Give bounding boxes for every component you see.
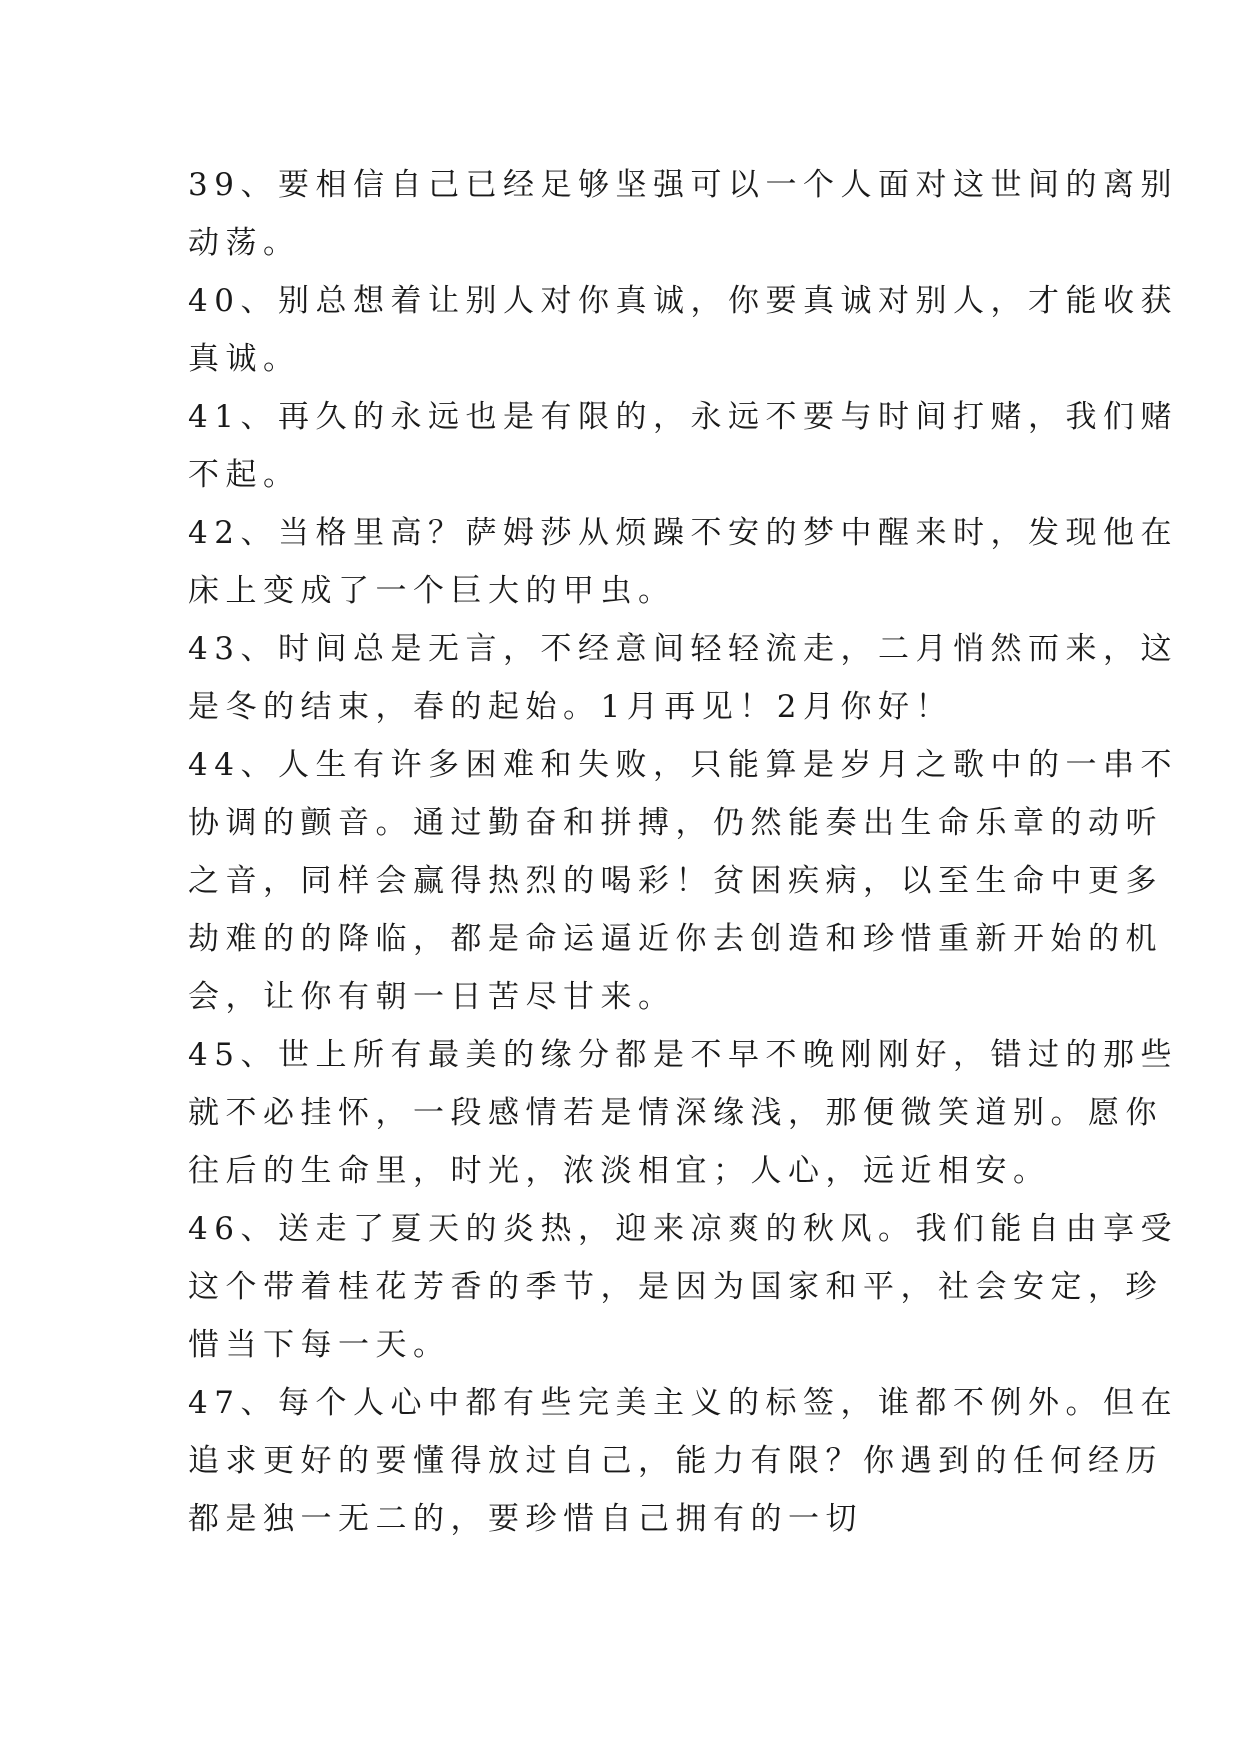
text-line: 39、要相信自己已经足够坚强可以一个人面对这世间的离别 [188, 167, 1178, 203]
text-line: 40、别总想着让别人对你真诚，你要真诚对别人，才能收获 [188, 283, 1178, 319]
text-line: 45、世上所有最美的缘分都是不早不晚刚刚好，错过的那些 [188, 1037, 1178, 1073]
text-line: 动荡。 [188, 225, 301, 261]
text-line: 追求更好的要懂得放过自己，能力有限？你遇到的任何经历 [188, 1443, 1163, 1479]
text-line: 46、送走了夏天的炎热，迎来凉爽的秋风。我们能自由享受 [188, 1211, 1178, 1247]
text-line: 41、再久的永远也是有限的，永远不要与时间打赌，我们赌 [188, 399, 1178, 435]
text-line: 这个带着桂花芳香的季节，是因为国家和平，社会安定，珍 [188, 1269, 1163, 1305]
text-line: 协调的颤音。通过勤奋和拼搏，仍然能奏出生命乐章的动听 [188, 805, 1163, 841]
text-line: 往后的生命里，时光，浓淡相宜；人心，远近相安。 [188, 1153, 1051, 1189]
text-line: 真诚。 [188, 341, 301, 377]
text-line: 都是独一无二的，要珍惜自己拥有的一切 [188, 1501, 863, 1537]
text-line: 是冬的结束，春的起始。1月再见！2月你好！ [188, 689, 953, 725]
document-body [188, 156, 1178, 1548]
text-line: 床上变成了一个巨大的甲虫。 [188, 573, 676, 609]
text-line: 44、人生有许多困难和失败，只能算是岁月之歌中的一串不 [188, 747, 1178, 783]
text-line: 42、当格里高？萨姆莎从烦躁不安的梦中醒来时，发现他在 [188, 515, 1178, 551]
text-line: 就不必挂怀，一段感情若是情深缘浅，那便微笑道别。愿你 [188, 1095, 1163, 1131]
text-line: 47、每个人心中都有些完美主义的标签，谁都不例外。但在 [188, 1385, 1178, 1421]
text-line: 不起。 [188, 457, 301, 493]
text-line: 之音，同样会赢得热烈的喝彩！贫困疾病，以至生命中更多 [188, 863, 1163, 899]
text-line: 惜当下每一天。 [188, 1327, 451, 1363]
text-line: 劫难的的降临，都是命运逼近你去创造和珍惜重新开始的机 [188, 921, 1163, 957]
text-line: 43、时间总是无言，不经意间轻轻流走，二月悄然而来，这 [188, 631, 1178, 667]
text-line: 会，让你有朝一日苦尽甘来。 [188, 979, 676, 1015]
